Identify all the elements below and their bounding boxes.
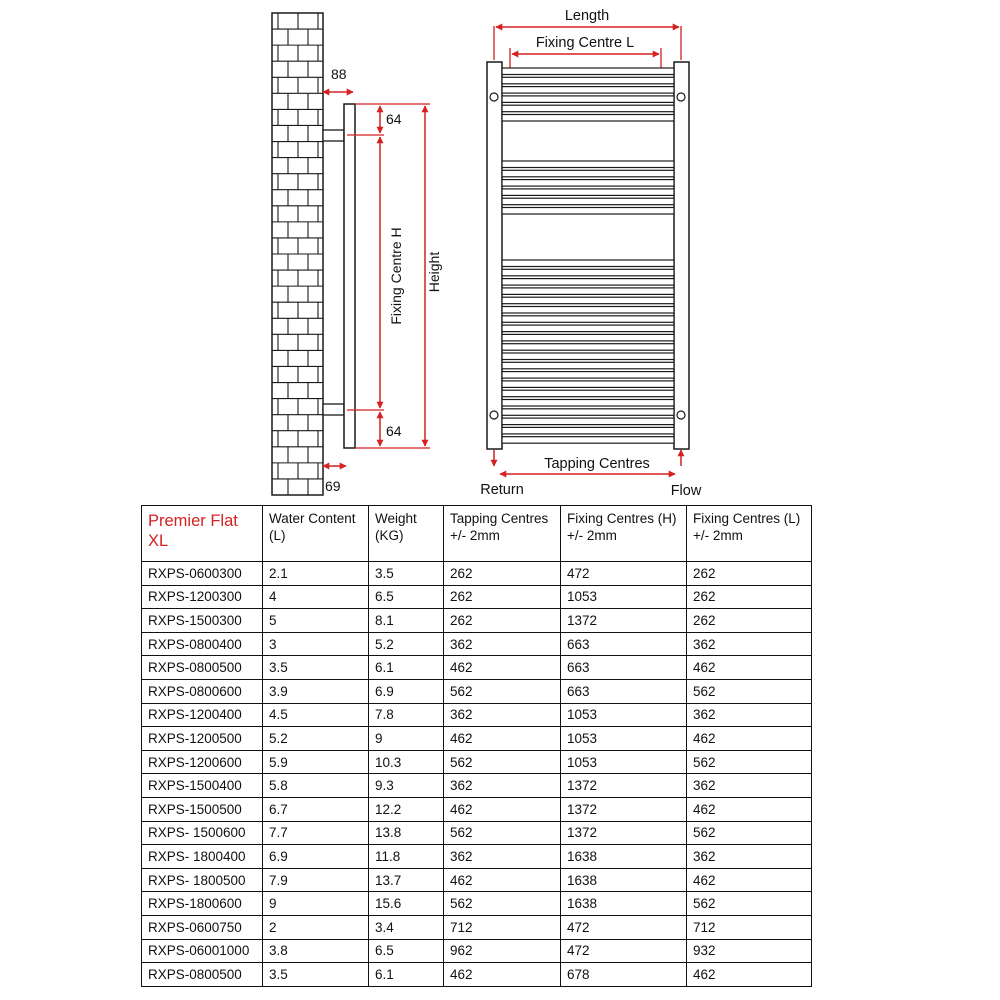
fixing-centres-l-cell: 462: [687, 797, 812, 821]
cross-bar: [502, 316, 674, 323]
cross-bar: [502, 269, 674, 276]
fixing-centres-l-cell: 262: [687, 609, 812, 633]
cross-bar: [502, 390, 674, 397]
tapping-centres-cell: 462: [444, 727, 561, 751]
fixing-centres-l-cell: 362: [687, 703, 812, 727]
fixing-centres-h-cell: 1372: [561, 821, 687, 845]
cross-bar: [502, 68, 674, 75]
fixing-centres-h-cell: 472: [561, 562, 687, 586]
weight-cell: 15.6: [369, 892, 444, 916]
table-row: [142, 845, 812, 869]
length-label: Length: [564, 8, 610, 24]
fixing-centres-l-cell: 262: [687, 562, 812, 586]
weight-cell: 6.5: [369, 585, 444, 609]
cross-bar: [502, 400, 674, 407]
fixing-centres-l-cell: 562: [687, 892, 812, 916]
model-code-cell: RXPS-1200400: [142, 703, 263, 727]
mounting-hole-icon: [490, 93, 498, 101]
fixing-centres-h-cell: 678: [561, 963, 687, 987]
weight-cell: 6.5: [369, 939, 444, 963]
tapping-centres-cell: 462: [444, 797, 561, 821]
table-row: [142, 774, 812, 798]
fixing-centres-l-cell: 562: [687, 679, 812, 703]
weight-cell: 12.2: [369, 797, 444, 821]
weight-cell: 9.3: [369, 774, 444, 798]
cross-bar: [502, 115, 674, 122]
bottom-margin-label: 64: [386, 423, 402, 439]
specification-table: [141, 505, 812, 987]
model-code-cell: RXPS-1800600: [142, 892, 263, 916]
fixing-centres-h-cell: 1053: [561, 703, 687, 727]
water-content-cell: 2: [263, 915, 369, 939]
weight-cell: 6.1: [369, 963, 444, 987]
top-margin-label: 64: [386, 111, 402, 127]
water-content-cell: 3.5: [263, 656, 369, 680]
model-code-cell: RXPS-0800400: [142, 632, 263, 656]
tapping-centres-cell: 562: [444, 679, 561, 703]
tapping-centres-cell: 562: [444, 750, 561, 774]
side-view: [272, 13, 442, 495]
weight-cell: 13.8: [369, 821, 444, 845]
model-code-cell: RXPS-1500500: [142, 797, 263, 821]
water-content-cell: 3.5: [263, 963, 369, 987]
bottom-offset-label: 69: [325, 478, 341, 494]
model-code-cell: RXPS-0600750: [142, 915, 263, 939]
model-code-cell: RXPS-0800500: [142, 963, 263, 987]
tapping-centres-header: Tapping Centres +/- 2mm: [444, 506, 561, 562]
water-content-cell: 3.8: [263, 939, 369, 963]
mounting-hole-icon: [677, 93, 685, 101]
fixing-centres-h-cell: 1638: [561, 868, 687, 892]
model-code-cell: RXPS-0800500: [142, 656, 263, 680]
table-row: [142, 915, 812, 939]
water-content-cell: 5.8: [263, 774, 369, 798]
table-row: [142, 868, 812, 892]
fixing-centres-l-cell: 362: [687, 845, 812, 869]
table-row: [142, 703, 812, 727]
tapping-centres-cell: 712: [444, 915, 561, 939]
table-row: [142, 963, 812, 987]
fixing-centres-h-cell: 1638: [561, 892, 687, 916]
tapping-centres-cell: 562: [444, 821, 561, 845]
fixing-centres-h-cell: 663: [561, 656, 687, 680]
water-content-cell: 6.7: [263, 797, 369, 821]
table-header-row: [142, 506, 812, 562]
tapping-centres-cell: 262: [444, 609, 561, 633]
tapping-centres-cell: 462: [444, 963, 561, 987]
model-code-cell: RXPS- 1800400: [142, 845, 263, 869]
right-vertical-rail: [674, 62, 689, 449]
table-row: [142, 656, 812, 680]
weight-cell: 5.2: [369, 632, 444, 656]
cross-bar: [502, 418, 674, 425]
water-content-header: Water Content (L): [263, 506, 369, 562]
table-row: [142, 727, 812, 751]
tapping-centres-cell: 362: [444, 774, 561, 798]
fixing-centre-h-label: Fixing Centre H: [388, 227, 404, 325]
tapping-centres-cell: 462: [444, 656, 561, 680]
water-content-cell: 7.7: [263, 821, 369, 845]
model-code-cell: RXPS-1200300: [142, 585, 263, 609]
tapping-centres-label: Tapping Centres: [544, 456, 650, 472]
table-row: [142, 679, 812, 703]
fixing-centres-l-cell: 362: [687, 774, 812, 798]
table-row: [142, 609, 812, 633]
fixing-centre-l-label: Fixing Centre L: [535, 35, 635, 51]
cross-bar: [502, 344, 674, 351]
cross-bar: [502, 362, 674, 369]
tapping-centres-cell: 362: [444, 845, 561, 869]
cross-bar: [502, 381, 674, 388]
table-row: [142, 562, 812, 586]
fixing-centres-l-cell: 362: [687, 632, 812, 656]
bottom-wall-bracket: [323, 404, 344, 415]
top-wall-bracket: [323, 130, 344, 141]
fixing-centres-l-cell: 712: [687, 915, 812, 939]
cross-bar: [502, 353, 674, 360]
model-code-cell: RXPS-06001000: [142, 939, 263, 963]
fixing-centres-l-cell: 462: [687, 727, 812, 751]
fixing-centres-l-header: Fixing Centres (L) +/- 2mm: [687, 506, 812, 562]
model-code-cell: RXPS-0600300: [142, 562, 263, 586]
weight-cell: 8.1: [369, 609, 444, 633]
tapping-centres-cell: 262: [444, 562, 561, 586]
fixing-centres-h-cell: 1053: [561, 585, 687, 609]
weight-cell: 9: [369, 727, 444, 751]
weight-cell: 3.5: [369, 562, 444, 586]
front-view: [480, 8, 702, 499]
table-row: [142, 632, 812, 656]
cross-bar: [502, 307, 674, 314]
cross-bar: [502, 189, 674, 196]
cross-bar: [502, 427, 674, 434]
cross-bar: [502, 180, 674, 187]
weight-cell: 13.7: [369, 868, 444, 892]
cross-bar: [502, 170, 674, 177]
water-content-cell: 5.9: [263, 750, 369, 774]
weight-cell: 6.9: [369, 679, 444, 703]
water-content-cell: 9: [263, 892, 369, 916]
water-content-cell: 5: [263, 609, 369, 633]
cross-bar: [502, 437, 674, 444]
water-content-cell: 2.1: [263, 562, 369, 586]
cross-bars: [502, 68, 674, 443]
cross-bar: [502, 260, 674, 267]
fixing-centres-l-cell: 462: [687, 868, 812, 892]
water-content-cell: 4: [263, 585, 369, 609]
weight-cell: 11.8: [369, 845, 444, 869]
cross-bar: [502, 208, 674, 215]
fixing-centres-h-cell: 472: [561, 939, 687, 963]
water-content-cell: 7.9: [263, 868, 369, 892]
fixing-centres-h-cell: 1053: [561, 750, 687, 774]
radiator-side-profile: [344, 104, 355, 448]
fixing-centres-h-cell: 1372: [561, 797, 687, 821]
table-row: [142, 797, 812, 821]
fixing-centres-l-cell: 932: [687, 939, 812, 963]
cross-bar: [502, 279, 674, 286]
tapping-centres-cell: 362: [444, 632, 561, 656]
product-title-line2: XL: [148, 532, 169, 550]
cross-bar: [502, 409, 674, 416]
fixing-centres-l-cell: 462: [687, 656, 812, 680]
table-row: [142, 939, 812, 963]
tapping-centres-cell: 462: [444, 868, 561, 892]
left-vertical-rail: [487, 62, 502, 449]
cross-bar: [502, 297, 674, 304]
product-title-line1: Premier Flat: [148, 512, 238, 530]
fixing-centres-l-cell: 562: [687, 821, 812, 845]
cross-bar: [502, 372, 674, 379]
cross-bar: [502, 325, 674, 332]
fixing-centres-h-cell: 663: [561, 679, 687, 703]
fixing-centres-l-cell: 562: [687, 750, 812, 774]
flow-label: Flow: [670, 483, 702, 499]
tapping-centres-cell: 262: [444, 585, 561, 609]
fixing-centres-h-cell: 1053: [561, 727, 687, 751]
fixing-centres-h-cell: 1372: [561, 774, 687, 798]
fixing-centres-h-header: Fixing Centres (H) +/- 2mm: [561, 506, 687, 562]
weight-cell: 6.1: [369, 656, 444, 680]
return-label: Return: [480, 482, 524, 498]
table-row: [142, 821, 812, 845]
cross-bar: [502, 87, 674, 94]
mounting-hole-icon: [490, 411, 498, 419]
model-code-cell: RXPS-0800600: [142, 679, 263, 703]
water-content-cell: 4.5: [263, 703, 369, 727]
cross-bar: [502, 77, 674, 84]
weight-header: Weight (KG): [369, 506, 444, 562]
brick-wall: [272, 13, 323, 495]
product-title-cell: [142, 506, 263, 562]
weight-cell: 7.8: [369, 703, 444, 727]
water-content-cell: 6.9: [263, 845, 369, 869]
cross-bar: [502, 161, 674, 168]
height-label: Height: [426, 251, 442, 293]
table-row: [142, 892, 812, 916]
water-content-cell: 3: [263, 632, 369, 656]
water-content-cell: 3.9: [263, 679, 369, 703]
water-content-cell: 5.2: [263, 727, 369, 751]
tapping-centres-cell: 362: [444, 703, 561, 727]
wall-offset-label: 88: [331, 66, 347, 82]
model-code-cell: RXPS-1500300: [142, 609, 263, 633]
fixing-centres-h-cell: 663: [561, 632, 687, 656]
cross-bar: [502, 288, 674, 295]
model-code-cell: RXPS- 1800500: [142, 868, 263, 892]
weight-cell: 3.4: [369, 915, 444, 939]
model-code-cell: RXPS-1500400: [142, 774, 263, 798]
model-code-cell: RXPS-1200600: [142, 750, 263, 774]
weight-cell: 10.3: [369, 750, 444, 774]
mounting-hole-icon: [677, 411, 685, 419]
fixing-centres-h-cell: 1638: [561, 845, 687, 869]
tapping-centres-cell: 562: [444, 892, 561, 916]
fixing-centres-l-cell: 262: [687, 585, 812, 609]
table-row: [142, 585, 812, 609]
cross-bar: [502, 96, 674, 103]
model-code-cell: RXPS- 1500600: [142, 821, 263, 845]
fixing-centres-h-cell: 1372: [561, 609, 687, 633]
cross-bar: [502, 105, 674, 112]
table-row: [142, 750, 812, 774]
cross-bar: [502, 198, 674, 205]
fixing-centres-h-cell: 472: [561, 915, 687, 939]
fixing-centres-l-cell: 462: [687, 963, 812, 987]
model-code-cell: RXPS-1200500: [142, 727, 263, 751]
cross-bar: [502, 334, 674, 341]
tapping-centres-cell: 962: [444, 939, 561, 963]
